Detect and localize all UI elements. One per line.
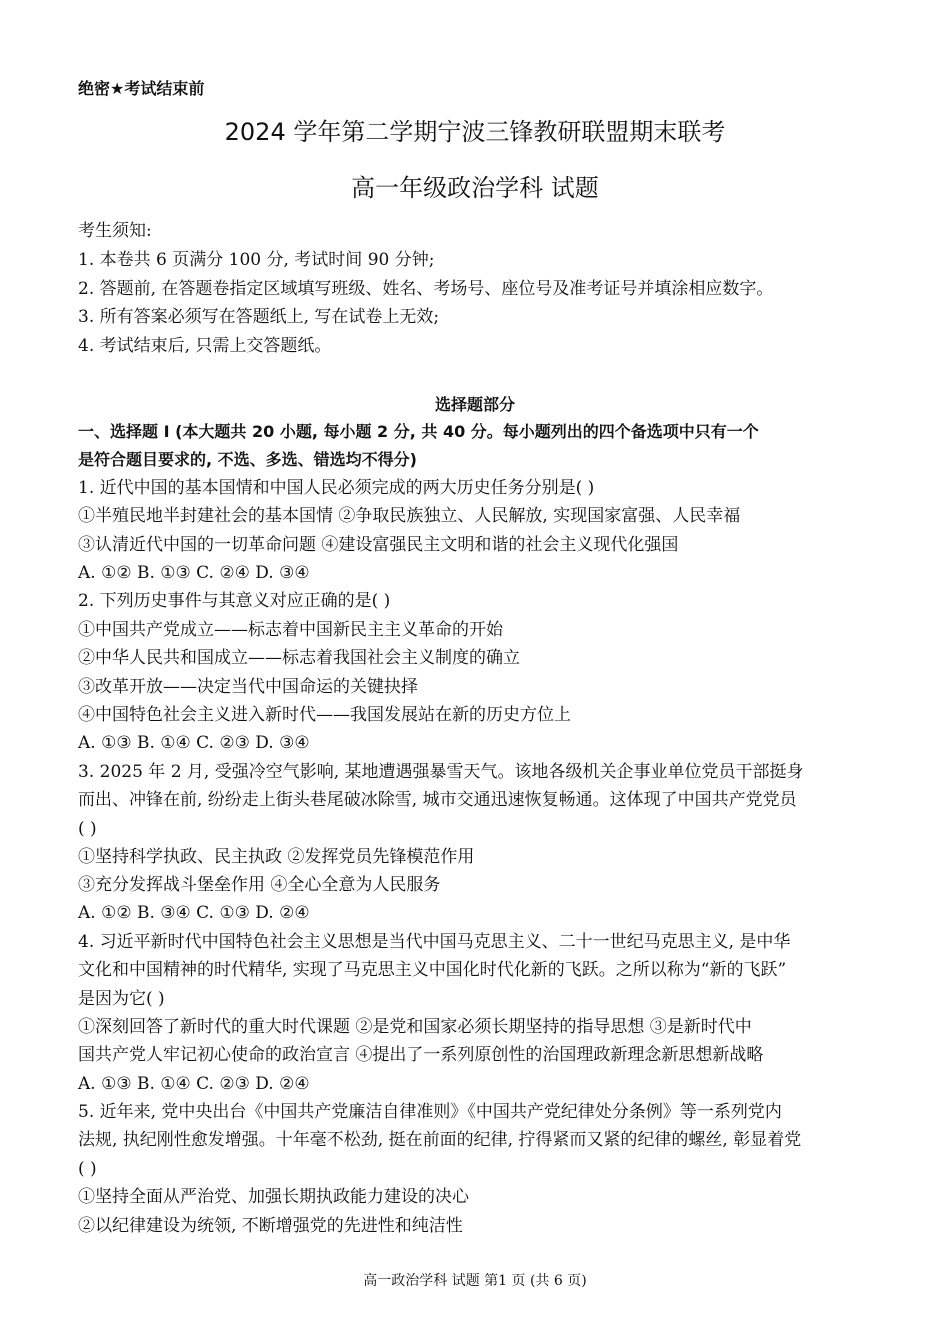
notice-item-1: 1. 本卷共 6 页满分 100 分, 考试时间 90 分钟; [78,250,435,270]
q3-stem-line-1: 3. 2025 年 2 月, 受强冷空气影响, 某地遭遇强暴雪天气。该地各级机关企事业单位党员干部挺身 [78,762,804,782]
section-title: 选择题部分 [434,395,515,414]
q1-stem: 1. 近代中国的基本国情和中国人民必须完成的两大历史任务分别是( ) [78,478,595,498]
q4-stem-line-1: 4. 习近平新时代中国特色社会主义思想是当代中国马克思主义、二十一世纪马克思主义, 是中华 [78,932,791,952]
q3-option-line-2: ③充分发挥战斗堡垒作用 ④全心全意为人民服务 [78,875,441,895]
exam-title: 2024 学年第二学期宁波三锋教研联盟期末联考 [224,118,726,146]
q1-answers: A. ①② B. ①③ C. ②④ D. ③④ [78,563,310,583]
q4-option-line-1: ①深刻回答了新时代的重大时代课题 ②是党和国家必须长期坚持的指导思想 ③是新时代中 [78,1017,752,1037]
q4-stem-line-3: 是因为它( ) [78,989,165,1009]
confidential-mark: 绝密★考试结束前 [78,79,205,98]
q1-option-line-1: ①半殖民地半封建社会的基本国情 ②争取民族独立、人民解放, 实现国家富强、人民幸福 [78,506,741,526]
q5-option-1: ①坚持全面从严治党、加强长期执政能力建设的决心 [78,1187,469,1207]
q5-stem-line-3: ( ) [78,1159,97,1179]
exam-subtitle: 高一年级政治学科 试题 [351,174,599,202]
q3-stem-line-3: ( ) [78,819,97,839]
page-footer: 高一政治学科 试题 第1 页 (共 6 页) [363,1273,587,1289]
q2-stem: 2. 下列历史事件与其意义对应正确的是( ) [78,591,391,611]
notice-item-4: 4. 考试结束后, 只需上交答题纸。 [78,336,332,356]
q3-answers: A. ①② B. ③④ C. ①③ D. ②④ [78,903,310,923]
q3-stem-line-2: 而出、冲锋在前, 纷纷走上街头巷尾破冰除雪, 城市交通迅速恢复畅通。这体现了中国共产党党员 [78,790,797,810]
section-instruction-1: 一、选择题 I (本大题共 20 小题, 每小题 2 分, 共 40 分。每小题列出的四个备选项中只有一个 [78,422,759,441]
q5-stem-line-1: 5. 近年来, 党中央出台《中国共产党廉洁自律准则》《中国共产党纪律处分条例》等一系列党内 [78,1102,782,1122]
section-instruction-2: 是符合题目要求的, 不选、多选、错选均不得分) [78,450,417,469]
q2-option-2: ②中华人民共和国成立——标志着我国社会主义制度的确立 [78,648,520,668]
q4-stem-line-2: 文化和中国精神的时代精华, 实现了马克思主义中国化时代化新的飞跃。之所以称为“新的飞跃” [78,960,787,980]
q4-option-line-2: 国共产党人牢记初心使命的政治宣言 ④提出了一系列原创性的治国理政新理念新思想新战略 [78,1045,764,1065]
q5-option-2: ②以纪律建设为统领, 不断增强党的先进性和纯洁性 [78,1216,463,1236]
q5-stem-line-2: 法规, 执纪刚性愈发增强。十年毫不松劲, 挺在前面的纪律, 拧得紧而又紧的纪律的螺丝, 彰显着党 [78,1130,802,1150]
notice-item-3: 3. 所有答案必须写在答题纸上, 写在试卷上无效; [78,307,440,327]
q4-answers: A. ①③ B. ①④ C. ②③ D. ②④ [78,1074,310,1094]
q2-option-3: ③改革开放——决定当代中国命运的关键抉择 [78,677,418,697]
q1-option-line-2: ③认清近代中国的一切革命问题 ④建设富强民主文明和谐的社会主义现代化强国 [78,535,679,555]
notice-item-2: 2. 答题前, 在答题卷指定区域填写班级、姓名、考场号、座位号及准考证号并填涂相应数字。 [78,279,774,299]
q2-answers: A. ①③ B. ①④ C. ②③ D. ③④ [78,733,310,753]
notice-heading: 考生须知: [78,221,152,241]
q3-option-line-1: ①坚持科学执政、民主执政 ②发挥党员先锋模范作用 [78,847,475,867]
q2-option-4: ④中国特色社会主义进入新时代——我国发展站在新的历史方位上 [78,705,571,725]
q2-option-1: ①中国共产党成立——标志着中国新民主主义革命的开始 [78,620,503,640]
